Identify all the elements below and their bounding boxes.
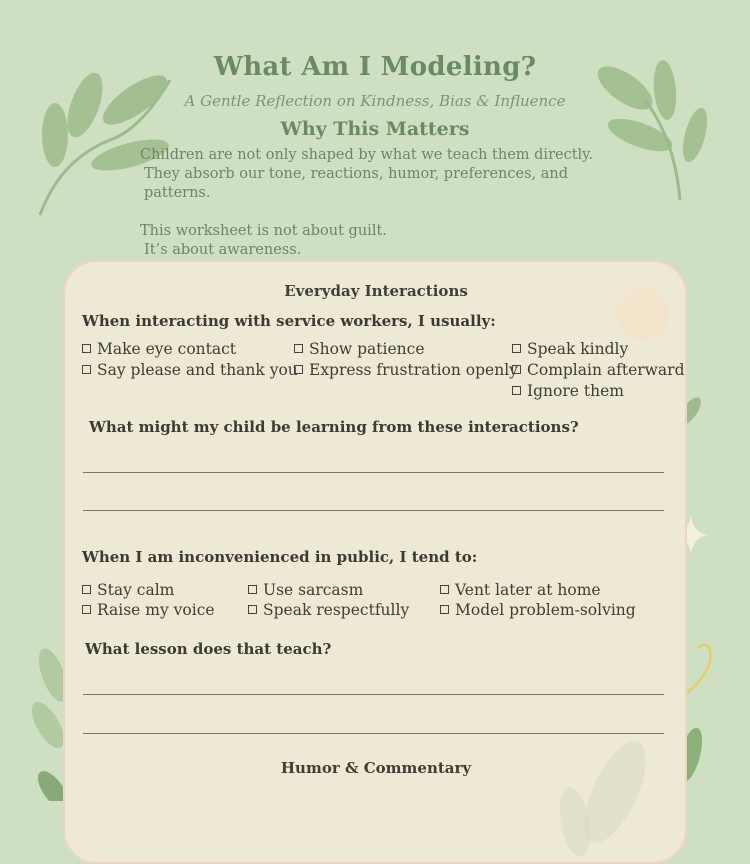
checkbox-icon[interactable] [440, 585, 449, 594]
checkbox-option[interactable]: Model problem-solving [440, 601, 636, 619]
question-service-workers: When interacting with service workers, I usually: [82, 312, 496, 330]
question-inconvenienced: When I am inconvenienced in public, I tend to: [82, 548, 478, 566]
checkbox-option[interactable]: Express frustration openly [294, 361, 518, 379]
checkbox-option[interactable]: Speak respectfully [248, 601, 409, 619]
checkbox-option[interactable]: Raise my voice [82, 601, 215, 619]
why-heading: Why This Matters [280, 118, 470, 140]
checkbox-icon[interactable] [248, 605, 257, 614]
checkbox-icon[interactable] [82, 605, 91, 614]
checkbox-icon[interactable] [248, 585, 257, 594]
reflection-question: What lesson does that teach? [85, 640, 332, 658]
checkbox-icon[interactable] [294, 365, 303, 374]
checkbox-icon[interactable] [440, 605, 449, 614]
intro-line: It’s about awareness. [144, 242, 302, 258]
checkbox-option[interactable]: Show patience [294, 340, 425, 358]
section-title-everyday: Everyday Interactions [284, 282, 468, 300]
checkbox-option[interactable]: Use sarcasm [248, 581, 363, 599]
intro-line: This worksheet is not about guilt. [140, 223, 387, 239]
checkbox-option[interactable]: Make eye contact [82, 340, 236, 358]
reflection-question: What might my child be learning from these interactions? [89, 418, 579, 436]
checkbox-icon[interactable] [512, 365, 521, 374]
answer-line[interactable] [83, 510, 664, 511]
checkbox-option[interactable]: Stay calm [82, 581, 174, 599]
checkbox-icon[interactable] [82, 365, 91, 374]
section-title-humor: Humor & Commentary [280, 759, 472, 777]
checkbox-icon[interactable] [294, 344, 303, 353]
checkbox-option[interactable]: Vent later at home [440, 581, 601, 599]
intro-line: Children are not only shaped by what we teach them directly. [140, 147, 594, 163]
checkbox-icon[interactable] [512, 344, 521, 353]
leaf-watermark-icon [555, 722, 685, 862]
answer-line[interactable] [83, 694, 664, 695]
checkbox-icon[interactable] [82, 344, 91, 353]
answer-line[interactable] [83, 472, 664, 473]
checkbox-icon[interactable] [512, 386, 521, 395]
worksheet-card [63, 260, 687, 864]
page-subtitle: A Gentle Reflection on Kindness, Bias & Influence [184, 92, 566, 110]
intro-line: They absorb our tone, reactions, humor, preferences, and patterns. [144, 166, 569, 201]
page-title: What Am I Modeling? [213, 52, 537, 82]
checkbox-option[interactable]: Complain afterward [512, 361, 685, 379]
checkbox-option[interactable]: Ignore them [512, 382, 624, 400]
checkbox-option[interactable]: Say please and thank you [82, 361, 298, 379]
checkbox-option[interactable]: Speak kindly [512, 340, 628, 358]
checkbox-icon[interactable] [82, 585, 91, 594]
